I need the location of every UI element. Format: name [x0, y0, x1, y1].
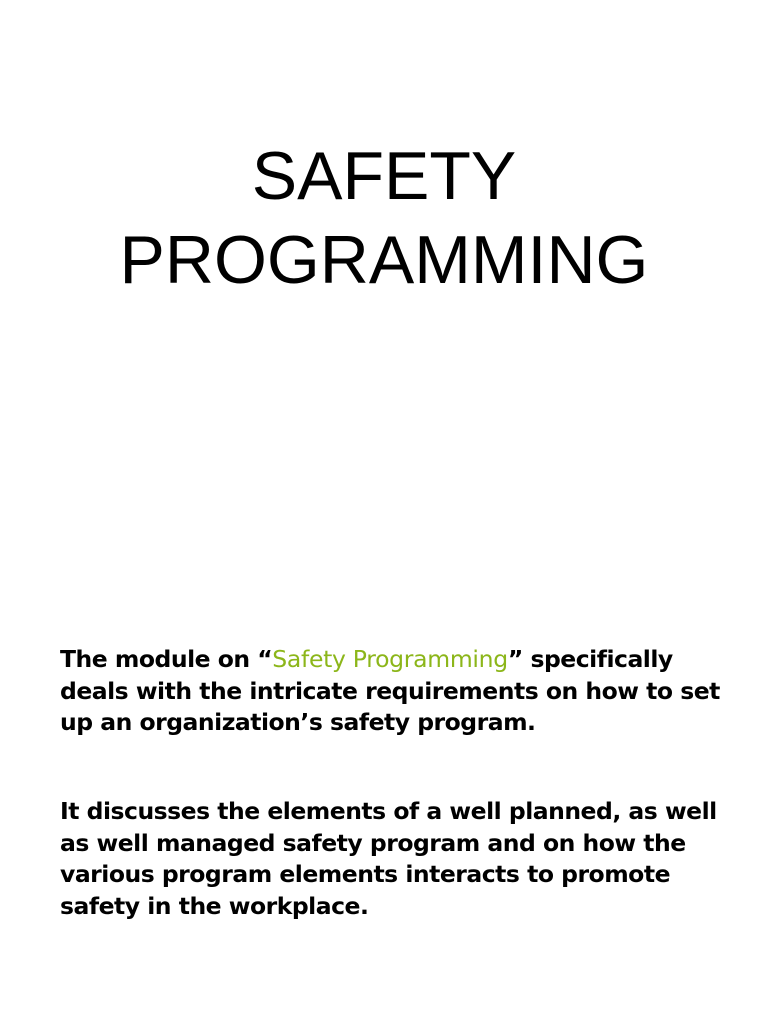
description-line-1: It discusses the elements of a well planned, as well: [60, 797, 717, 825]
intro-lead-text: The module on “: [60, 645, 273, 673]
intro-paragraph: [60, 644, 740, 739]
module-name-highlight: Safety Programming: [272, 645, 508, 673]
description-line-4: safety in the workplace.: [60, 891, 369, 920]
page-title: [0, 134, 768, 302]
title-line-2: PROGRAMMING: [119, 222, 649, 298]
intro-line-3: up an organization’s safety program.: [60, 708, 536, 736]
intro-line-1: [60, 644, 740, 676]
description-line-3: various program elements interacts to promote: [60, 860, 671, 888]
description-line-2: as well managed safety program and on how the: [60, 828, 686, 857]
intro-line-2: deals with the intricate requirements on how to set: [60, 676, 720, 705]
description-paragraph: [60, 796, 740, 922]
intro-tail-text: ” specifically: [507, 645, 673, 673]
title-line-1: SAFETY: [251, 138, 517, 214]
